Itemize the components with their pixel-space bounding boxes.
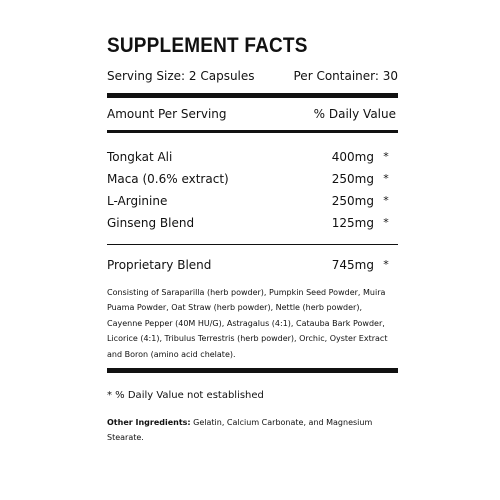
nutrient-list (107, 146, 398, 234)
panel-title: SUPPLEMENT FACTS (107, 34, 308, 58)
proprietary-blend-daily-value: * (383, 258, 389, 271)
thick-divider (107, 93, 398, 98)
nutrient-row (107, 146, 398, 168)
column-header-row (107, 106, 398, 122)
supplement-facts-panel (107, 30, 398, 445)
proprietary-blend-name: Proprietary Blend (107, 258, 212, 272)
nutrient-daily-value: * (383, 216, 389, 229)
nutrient-row (107, 212, 398, 234)
nutrient-row (107, 168, 398, 190)
proprietary-blend-amount: 745mg (331, 258, 374, 272)
thin-divider (107, 244, 398, 245)
other-ingredients-text: Gelatin, Calcium Carbonate, and Magnesium Stearate. (107, 418, 373, 443)
other-ingredients (107, 415, 398, 445)
medium-divider (107, 130, 398, 133)
nutrient-daily-value: * (383, 172, 389, 185)
nutrient-amount: 250mg (331, 194, 374, 208)
nutrient-name: Maca (0.6% extract) (107, 172, 229, 186)
bottom-thick-divider (107, 368, 398, 373)
nutrient-amount: 400mg (331, 150, 374, 164)
nutrient-name: Tongkat Ali (107, 150, 173, 164)
daily-value-footnote: * % Daily Value not established (107, 390, 264, 402)
serving-row (107, 68, 398, 84)
serving-size: Serving Size: 2 Capsules (107, 69, 255, 83)
nutrient-daily-value: * (383, 194, 389, 207)
nutrient-name: L-Arginine (107, 194, 168, 208)
nutrient-amount: 250mg (331, 172, 374, 186)
amount-per-serving-label: Amount Per Serving (107, 107, 227, 121)
servings-per-container: Per Container: 30 (293, 69, 398, 83)
proprietary-blend-description: Consisting of Saraparilla (herb powder), Pumpkin Seed Powder, Muira Puama Powder, Oat Straw (herb powder), Nettle (herb powder), Cayenne Pepper (40M HU/G), Astragalus (4:1), Catauba Bark Powder, Licorice (4:1), Tribulus Terrestris (herb powder), Orchic, Oyster Extract and Boron (amino acid chelate). (107, 288, 388, 359)
daily-value-label: % Daily Value (313, 107, 396, 121)
proprietary-blend-row (107, 255, 398, 275)
other-ingredients-label: Other Ingredients: (107, 418, 191, 428)
nutrient-amount: 125mg (331, 216, 374, 230)
nutrient-daily-value: * (383, 150, 389, 163)
nutrient-row (107, 190, 398, 212)
nutrient-name: Ginseng Blend (107, 216, 195, 230)
